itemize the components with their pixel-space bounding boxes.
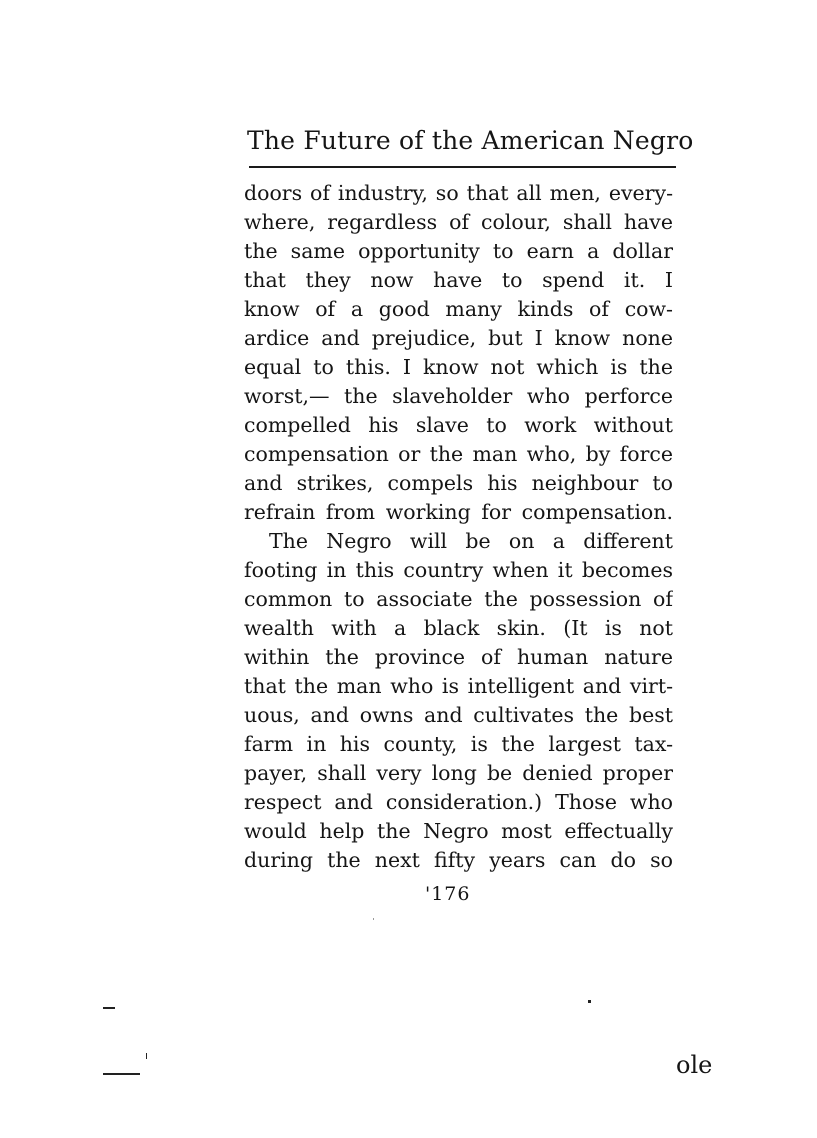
text-line: know of a good many kinds of cow- [244, 297, 673, 321]
text-line: the same opportunity to earn a dollar [244, 239, 673, 263]
text-line: respect and consideration.) Those who [244, 790, 673, 814]
corner-text: ole [676, 1051, 713, 1079]
text-line: compensation or the man who, by force [244, 442, 673, 466]
header-rule [249, 166, 676, 168]
text-line: uous, and owns and cultivates the best [244, 703, 673, 727]
text-line: farm in his county, is the largest tax- [244, 732, 673, 756]
scan-tick-mark [146, 1053, 147, 1059]
text-line: within the province of human nature [244, 645, 673, 669]
scan-speck [373, 918, 374, 920]
scan-dash-mark [103, 1007, 115, 1009]
running-title: The Future of the American Negro [247, 126, 694, 155]
scan-dot-mark [588, 1000, 591, 1003]
text-line: equal to this. I know not which is the [244, 355, 673, 379]
text-line: payer, shall very long be denied proper [244, 761, 673, 785]
text-line: and strikes, compels his neighbour to [244, 471, 673, 495]
text-line: footing in this country when it becomes [244, 558, 673, 582]
text-line: ardice and prejudice, but I know none [244, 326, 673, 350]
body-text [244, 179, 673, 875]
text-line: doors of industry, so that all men, every- [244, 181, 673, 205]
text-line: worst,— the slaveholder who perforce [244, 384, 673, 408]
text-line: common to associate the possession of [244, 587, 673, 611]
scan-line-mark [103, 1073, 140, 1075]
paragraph-first-line: The Negro will be on a different [269, 529, 673, 553]
text-line: that the man who is intelligent and virt- [244, 674, 673, 698]
text-line: compelled his slave to work without [244, 413, 673, 437]
text-line: wealth with a black skin. (It is not [244, 616, 673, 640]
text-line: where, regardless of colour, shall have [244, 210, 673, 234]
text-line: would help the Negro most effectually [244, 819, 673, 843]
page-number: '176 [425, 883, 471, 905]
text-line: during the next fifty years can do so [244, 848, 673, 872]
text-line: that they now have to spend it. I [244, 268, 673, 292]
text-line: refrain from working for compensation. [244, 500, 673, 524]
